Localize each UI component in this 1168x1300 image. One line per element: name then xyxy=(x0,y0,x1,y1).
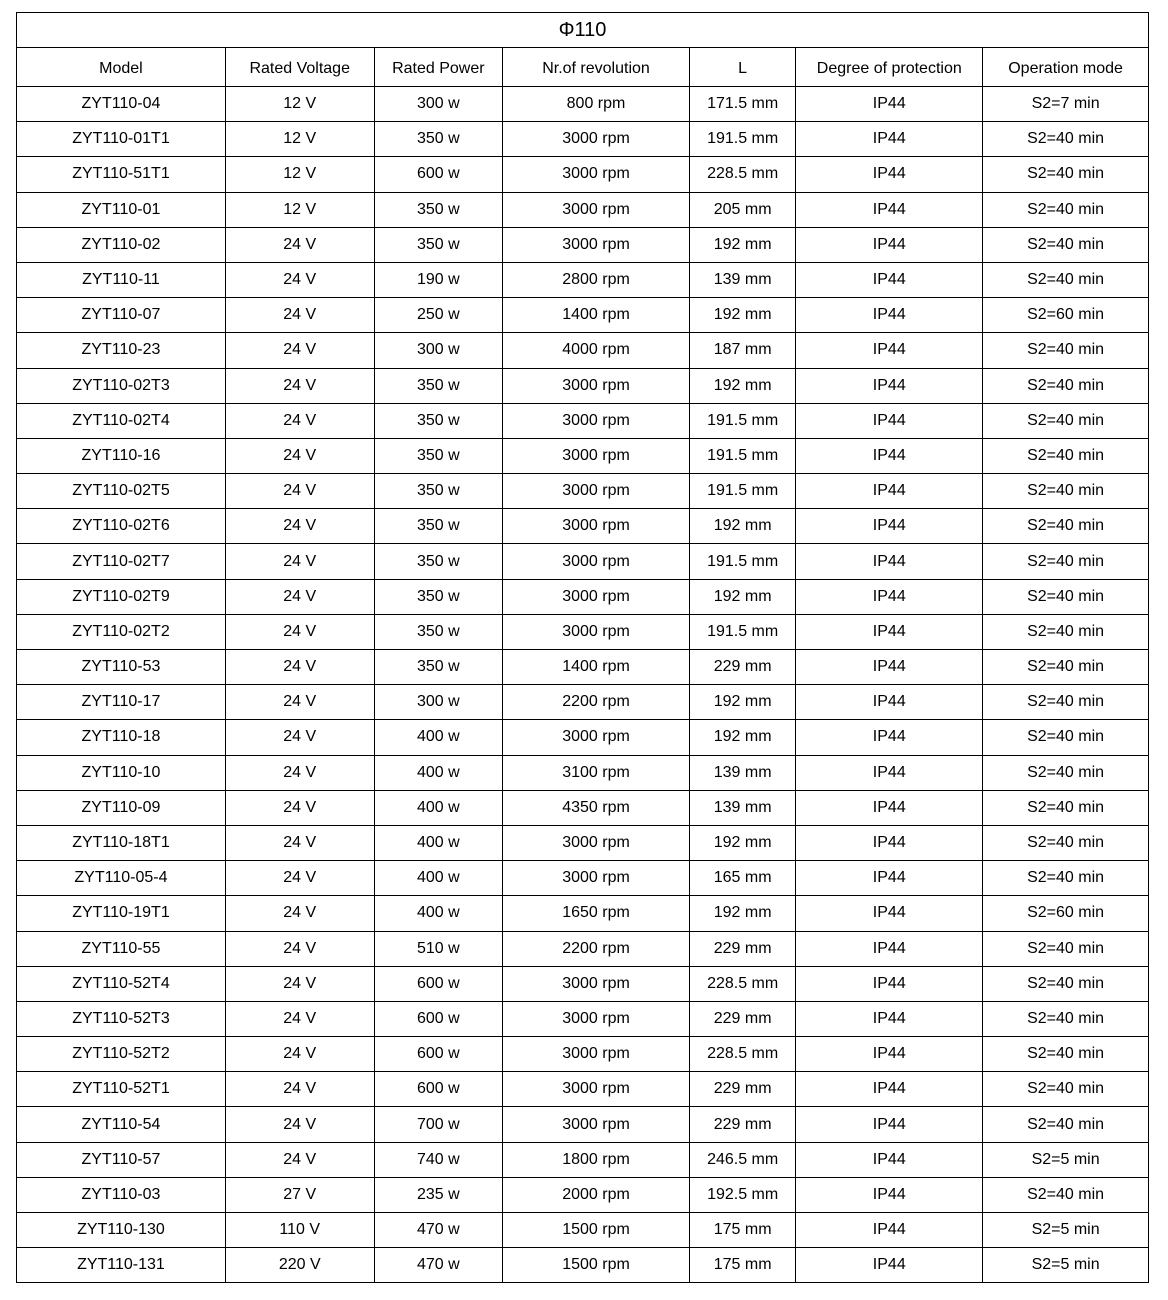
length-cell: 192.5 mm xyxy=(689,1177,795,1212)
protection-cell: IP44 xyxy=(796,333,983,368)
rated-voltage-cell: 24 V xyxy=(225,790,374,825)
table-row xyxy=(17,931,1149,966)
rated-power-cell: 300 w xyxy=(374,87,503,122)
length-cell: 171.5 mm xyxy=(689,87,795,122)
table-row xyxy=(17,544,1149,579)
length-cell: 228.5 mm xyxy=(689,157,795,192)
table-row xyxy=(17,650,1149,685)
protection-cell: IP44 xyxy=(796,720,983,755)
length-cell: 192 mm xyxy=(689,298,795,333)
rated-voltage-cell: 24 V xyxy=(225,298,374,333)
length-cell: 205 mm xyxy=(689,192,795,227)
column-header-rated-power: Rated Power xyxy=(374,48,503,87)
operation-mode-cell: S2=40 min xyxy=(983,755,1149,790)
table-row xyxy=(17,403,1149,438)
revolution-cell: 3000 rpm xyxy=(503,509,690,544)
revolution-cell: 4350 rpm xyxy=(503,790,690,825)
protection-cell: IP44 xyxy=(796,509,983,544)
model-cell: ZYT110-02T6 xyxy=(17,509,226,544)
operation-mode-cell: S2=60 min xyxy=(983,896,1149,931)
rated-power-cell: 400 w xyxy=(374,755,503,790)
operation-mode-cell: S2=40 min xyxy=(983,685,1149,720)
rated-power-cell: 600 w xyxy=(374,1072,503,1107)
column-header-operation-mode: Operation mode xyxy=(983,48,1149,87)
revolution-cell: 4000 rpm xyxy=(503,333,690,368)
protection-cell: IP44 xyxy=(796,1248,983,1283)
model-cell: ZYT110-55 xyxy=(17,931,226,966)
revolution-cell: 2200 rpm xyxy=(503,685,690,720)
rated-power-cell: 400 w xyxy=(374,861,503,896)
operation-mode-cell: S2=40 min xyxy=(983,966,1149,1001)
rated-voltage-cell: 24 V xyxy=(225,438,374,473)
table-row xyxy=(17,1037,1149,1072)
model-cell: ZYT110-02T2 xyxy=(17,614,226,649)
protection-cell: IP44 xyxy=(796,1001,983,1036)
model-cell: ZYT110-130 xyxy=(17,1213,226,1248)
table-row xyxy=(17,262,1149,297)
operation-mode-cell: S2=40 min xyxy=(983,720,1149,755)
protection-cell: IP44 xyxy=(796,650,983,685)
protection-cell: IP44 xyxy=(796,403,983,438)
rated-power-cell: 350 w xyxy=(374,368,503,403)
revolution-cell: 3000 rpm xyxy=(503,1107,690,1142)
protection-cell: IP44 xyxy=(796,1177,983,1212)
rated-power-cell: 470 w xyxy=(374,1248,503,1283)
protection-cell: IP44 xyxy=(796,1072,983,1107)
table-row xyxy=(17,474,1149,509)
revolution-cell: 3000 rpm xyxy=(503,614,690,649)
operation-mode-cell: S2=40 min xyxy=(983,403,1149,438)
table-body xyxy=(17,87,1149,1283)
rated-voltage-cell: 24 V xyxy=(225,755,374,790)
length-cell: 229 mm xyxy=(689,1072,795,1107)
length-cell: 191.5 mm xyxy=(689,474,795,509)
model-cell: ZYT110-07 xyxy=(17,298,226,333)
length-cell: 191.5 mm xyxy=(689,122,795,157)
model-cell: ZYT110-02T9 xyxy=(17,579,226,614)
table-row xyxy=(17,368,1149,403)
operation-mode-cell: S2=40 min xyxy=(983,474,1149,509)
rated-voltage-cell: 27 V xyxy=(225,1177,374,1212)
table-row xyxy=(17,157,1149,192)
length-cell: 175 mm xyxy=(689,1213,795,1248)
operation-mode-cell: S2=40 min xyxy=(983,509,1149,544)
operation-mode-cell: S2=40 min xyxy=(983,333,1149,368)
rated-power-cell: 350 w xyxy=(374,403,503,438)
protection-cell: IP44 xyxy=(796,825,983,860)
rated-power-cell: 350 w xyxy=(374,438,503,473)
rated-power-cell: 300 w xyxy=(374,333,503,368)
rated-power-cell: 300 w xyxy=(374,685,503,720)
model-cell: ZYT110-52T4 xyxy=(17,966,226,1001)
model-cell: ZYT110-54 xyxy=(17,1107,226,1142)
length-cell: 192 mm xyxy=(689,368,795,403)
revolution-cell: 1650 rpm xyxy=(503,896,690,931)
model-cell: ZYT110-03 xyxy=(17,1177,226,1212)
header-row xyxy=(17,48,1149,87)
revolution-cell: 3000 rpm xyxy=(503,579,690,614)
length-cell: 191.5 mm xyxy=(689,544,795,579)
length-cell: 191.5 mm xyxy=(689,403,795,438)
rated-power-cell: 600 w xyxy=(374,1001,503,1036)
model-cell: ZYT110-02T7 xyxy=(17,544,226,579)
rated-voltage-cell: 24 V xyxy=(225,720,374,755)
operation-mode-cell: S2=40 min xyxy=(983,1001,1149,1036)
model-cell: ZYT110-18T1 xyxy=(17,825,226,860)
rated-power-cell: 350 w xyxy=(374,474,503,509)
model-cell: ZYT110-01 xyxy=(17,192,226,227)
length-cell: 187 mm xyxy=(689,333,795,368)
rated-power-cell: 600 w xyxy=(374,966,503,1001)
revolution-cell: 2200 rpm xyxy=(503,931,690,966)
table-row xyxy=(17,825,1149,860)
operation-mode-cell: S2=40 min xyxy=(983,227,1149,262)
model-cell: ZYT110-23 xyxy=(17,333,226,368)
rated-voltage-cell: 110 V xyxy=(225,1213,374,1248)
column-header-revolution: Nr.of revolution xyxy=(503,48,690,87)
table-row xyxy=(17,122,1149,157)
rated-power-cell: 350 w xyxy=(374,544,503,579)
length-cell: 165 mm xyxy=(689,861,795,896)
rated-power-cell: 510 w xyxy=(374,931,503,966)
revolution-cell: 3000 rpm xyxy=(503,403,690,438)
table-row xyxy=(17,298,1149,333)
table-row xyxy=(17,720,1149,755)
table-head xyxy=(17,13,1149,87)
rated-voltage-cell: 12 V xyxy=(225,87,374,122)
rated-voltage-cell: 12 V xyxy=(225,122,374,157)
protection-cell: IP44 xyxy=(796,192,983,227)
model-cell: ZYT110-01T1 xyxy=(17,122,226,157)
length-cell: 246.5 mm xyxy=(689,1142,795,1177)
rated-voltage-cell: 24 V xyxy=(225,1037,374,1072)
rated-voltage-cell: 24 V xyxy=(225,825,374,860)
rated-power-cell: 600 w xyxy=(374,1037,503,1072)
rated-voltage-cell: 24 V xyxy=(225,509,374,544)
operation-mode-cell: S2=40 min xyxy=(983,192,1149,227)
protection-cell: IP44 xyxy=(796,685,983,720)
table-row xyxy=(17,1177,1149,1212)
protection-cell: IP44 xyxy=(796,755,983,790)
table-row xyxy=(17,579,1149,614)
protection-cell: IP44 xyxy=(796,614,983,649)
model-cell: ZYT110-16 xyxy=(17,438,226,473)
length-cell: 139 mm xyxy=(689,262,795,297)
table-row xyxy=(17,1213,1149,1248)
rated-voltage-cell: 220 V xyxy=(225,1248,374,1283)
rated-voltage-cell: 24 V xyxy=(225,1001,374,1036)
table-row xyxy=(17,614,1149,649)
spec-table xyxy=(16,12,1149,1283)
rated-power-cell: 740 w xyxy=(374,1142,503,1177)
revolution-cell: 3000 rpm xyxy=(503,368,690,403)
rated-voltage-cell: 24 V xyxy=(225,614,374,649)
revolution-cell: 3000 rpm xyxy=(503,861,690,896)
model-cell: ZYT110-11 xyxy=(17,262,226,297)
rated-power-cell: 250 w xyxy=(374,298,503,333)
operation-mode-cell: S2=7 min xyxy=(983,87,1149,122)
column-header-rated-voltage: Rated Voltage xyxy=(225,48,374,87)
operation-mode-cell: S2=40 min xyxy=(983,122,1149,157)
rated-power-cell: 350 w xyxy=(374,650,503,685)
length-cell: 191.5 mm xyxy=(689,614,795,649)
revolution-cell: 1400 rpm xyxy=(503,650,690,685)
operation-mode-cell: S2=40 min xyxy=(983,1037,1149,1072)
protection-cell: IP44 xyxy=(796,861,983,896)
protection-cell: IP44 xyxy=(796,474,983,509)
protection-cell: IP44 xyxy=(796,298,983,333)
column-header-protection: Degree of protection xyxy=(796,48,983,87)
rated-power-cell: 400 w xyxy=(374,896,503,931)
operation-mode-cell: S2=5 min xyxy=(983,1213,1149,1248)
rated-voltage-cell: 24 V xyxy=(225,403,374,438)
revolution-cell: 3000 rpm xyxy=(503,192,690,227)
model-cell: ZYT110-131 xyxy=(17,1248,226,1283)
table-row xyxy=(17,896,1149,931)
revolution-cell: 3100 rpm xyxy=(503,755,690,790)
model-cell: ZYT110-09 xyxy=(17,790,226,825)
revolution-cell: 1500 rpm xyxy=(503,1213,690,1248)
table-row xyxy=(17,227,1149,262)
rated-voltage-cell: 24 V xyxy=(225,1142,374,1177)
protection-cell: IP44 xyxy=(796,87,983,122)
protection-cell: IP44 xyxy=(796,1142,983,1177)
length-cell: 192 mm xyxy=(689,896,795,931)
table-row xyxy=(17,861,1149,896)
length-cell: 192 mm xyxy=(689,720,795,755)
model-cell: ZYT110-04 xyxy=(17,87,226,122)
table-row xyxy=(17,1001,1149,1036)
revolution-cell: 1400 rpm xyxy=(503,298,690,333)
model-cell: ZYT110-18 xyxy=(17,720,226,755)
operation-mode-cell: S2=60 min xyxy=(983,298,1149,333)
protection-cell: IP44 xyxy=(796,579,983,614)
operation-mode-cell: S2=5 min xyxy=(983,1142,1149,1177)
rated-power-cell: 350 w xyxy=(374,579,503,614)
length-cell: 192 mm xyxy=(689,227,795,262)
rated-voltage-cell: 24 V xyxy=(225,685,374,720)
revolution-cell: 3000 rpm xyxy=(503,720,690,755)
operation-mode-cell: S2=40 min xyxy=(983,1177,1149,1212)
revolution-cell: 3000 rpm xyxy=(503,474,690,509)
revolution-cell: 1500 rpm xyxy=(503,1248,690,1283)
table-row xyxy=(17,1107,1149,1142)
length-cell: 229 mm xyxy=(689,931,795,966)
model-cell: ZYT110-19T1 xyxy=(17,896,226,931)
rated-power-cell: 470 w xyxy=(374,1213,503,1248)
length-cell: 139 mm xyxy=(689,790,795,825)
rated-power-cell: 700 w xyxy=(374,1107,503,1142)
table-row xyxy=(17,192,1149,227)
rated-voltage-cell: 12 V xyxy=(225,157,374,192)
length-cell: 228.5 mm xyxy=(689,1037,795,1072)
protection-cell: IP44 xyxy=(796,896,983,931)
length-cell: 192 mm xyxy=(689,825,795,860)
revolution-cell: 3000 rpm xyxy=(503,1001,690,1036)
protection-cell: IP44 xyxy=(796,122,983,157)
operation-mode-cell: S2=40 min xyxy=(983,931,1149,966)
protection-cell: IP44 xyxy=(796,368,983,403)
rated-power-cell: 400 w xyxy=(374,790,503,825)
rated-power-cell: 350 w xyxy=(374,509,503,544)
rated-voltage-cell: 24 V xyxy=(225,474,374,509)
length-cell: 192 mm xyxy=(689,509,795,544)
table-row xyxy=(17,966,1149,1001)
model-cell: ZYT110-52T3 xyxy=(17,1001,226,1036)
protection-cell: IP44 xyxy=(796,544,983,579)
column-header-model: Model xyxy=(17,48,226,87)
protection-cell: IP44 xyxy=(796,966,983,1001)
length-cell: 229 mm xyxy=(689,1001,795,1036)
table-row xyxy=(17,755,1149,790)
length-cell: 229 mm xyxy=(689,650,795,685)
operation-mode-cell: S2=40 min xyxy=(983,650,1149,685)
revolution-cell: 3000 rpm xyxy=(503,966,690,1001)
rated-power-cell: 235 w xyxy=(374,1177,503,1212)
model-cell: ZYT110-02T3 xyxy=(17,368,226,403)
length-cell: 192 mm xyxy=(689,685,795,720)
rated-voltage-cell: 24 V xyxy=(225,861,374,896)
operation-mode-cell: S2=40 min xyxy=(983,861,1149,896)
model-cell: ZYT110-57 xyxy=(17,1142,226,1177)
rated-voltage-cell: 24 V xyxy=(225,227,374,262)
operation-mode-cell: S2=40 min xyxy=(983,790,1149,825)
revolution-cell: 3000 rpm xyxy=(503,544,690,579)
operation-mode-cell: S2=40 min xyxy=(983,438,1149,473)
revolution-cell: 3000 rpm xyxy=(503,1037,690,1072)
rated-voltage-cell: 24 V xyxy=(225,333,374,368)
revolution-cell: 2800 rpm xyxy=(503,262,690,297)
model-cell: ZYT110-52T2 xyxy=(17,1037,226,1072)
protection-cell: IP44 xyxy=(796,227,983,262)
revolution-cell: 3000 rpm xyxy=(503,438,690,473)
rated-power-cell: 600 w xyxy=(374,157,503,192)
operation-mode-cell: S2=40 min xyxy=(983,157,1149,192)
rated-voltage-cell: 24 V xyxy=(225,966,374,1001)
table-row xyxy=(17,1142,1149,1177)
table-row xyxy=(17,87,1149,122)
table-title: Φ110 xyxy=(17,13,1149,48)
length-cell: 191.5 mm xyxy=(689,438,795,473)
model-cell: ZYT110-02T5 xyxy=(17,474,226,509)
length-cell: 192 mm xyxy=(689,579,795,614)
revolution-cell: 800 rpm xyxy=(503,87,690,122)
model-cell: ZYT110-53 xyxy=(17,650,226,685)
rated-voltage-cell: 24 V xyxy=(225,1072,374,1107)
table-row xyxy=(17,438,1149,473)
table-row xyxy=(17,1248,1149,1283)
protection-cell: IP44 xyxy=(796,157,983,192)
length-cell: 139 mm xyxy=(689,755,795,790)
rated-power-cell: 190 w xyxy=(374,262,503,297)
rated-power-cell: 400 w xyxy=(374,720,503,755)
protection-cell: IP44 xyxy=(796,262,983,297)
table-row xyxy=(17,333,1149,368)
model-cell: ZYT110-17 xyxy=(17,685,226,720)
revolution-cell: 3000 rpm xyxy=(503,1072,690,1107)
rated-voltage-cell: 24 V xyxy=(225,896,374,931)
operation-mode-cell: S2=40 min xyxy=(983,1107,1149,1142)
protection-cell: IP44 xyxy=(796,1037,983,1072)
model-cell: ZYT110-02 xyxy=(17,227,226,262)
revolution-cell: 3000 rpm xyxy=(503,122,690,157)
model-cell: ZYT110-51T1 xyxy=(17,157,226,192)
operation-mode-cell: S2=5 min xyxy=(983,1248,1149,1283)
rated-power-cell: 350 w xyxy=(374,227,503,262)
revolution-cell: 3000 rpm xyxy=(503,157,690,192)
length-cell: 228.5 mm xyxy=(689,966,795,1001)
rated-voltage-cell: 12 V xyxy=(225,192,374,227)
model-cell: ZYT110-05-4 xyxy=(17,861,226,896)
rated-voltage-cell: 24 V xyxy=(225,579,374,614)
rated-voltage-cell: 24 V xyxy=(225,368,374,403)
model-cell: ZYT110-10 xyxy=(17,755,226,790)
length-cell: 175 mm xyxy=(689,1248,795,1283)
operation-mode-cell: S2=40 min xyxy=(983,579,1149,614)
operation-mode-cell: S2=40 min xyxy=(983,368,1149,403)
rated-power-cell: 350 w xyxy=(374,122,503,157)
rated-power-cell: 350 w xyxy=(374,192,503,227)
title-row xyxy=(17,13,1149,48)
table-row xyxy=(17,1072,1149,1107)
operation-mode-cell: S2=40 min xyxy=(983,825,1149,860)
rated-power-cell: 400 w xyxy=(374,825,503,860)
operation-mode-cell: S2=40 min xyxy=(983,544,1149,579)
model-cell: ZYT110-02T4 xyxy=(17,403,226,438)
operation-mode-cell: S2=40 min xyxy=(983,262,1149,297)
table-row xyxy=(17,790,1149,825)
rated-power-cell: 350 w xyxy=(374,614,503,649)
protection-cell: IP44 xyxy=(796,438,983,473)
operation-mode-cell: S2=40 min xyxy=(983,614,1149,649)
protection-cell: IP44 xyxy=(796,790,983,825)
column-header-length: L xyxy=(689,48,795,87)
revolution-cell: 3000 rpm xyxy=(503,825,690,860)
protection-cell: IP44 xyxy=(796,1107,983,1142)
revolution-cell: 2000 rpm xyxy=(503,1177,690,1212)
model-cell: ZYT110-52T1 xyxy=(17,1072,226,1107)
revolution-cell: 3000 rpm xyxy=(503,227,690,262)
table-row xyxy=(17,509,1149,544)
rated-voltage-cell: 24 V xyxy=(225,931,374,966)
length-cell: 229 mm xyxy=(689,1107,795,1142)
revolution-cell: 1800 rpm xyxy=(503,1142,690,1177)
rated-voltage-cell: 24 V xyxy=(225,650,374,685)
rated-voltage-cell: 24 V xyxy=(225,1107,374,1142)
protection-cell: IP44 xyxy=(796,931,983,966)
rated-voltage-cell: 24 V xyxy=(225,262,374,297)
operation-mode-cell: S2=40 min xyxy=(983,1072,1149,1107)
rated-voltage-cell: 24 V xyxy=(225,544,374,579)
protection-cell: IP44 xyxy=(796,1213,983,1248)
table-row xyxy=(17,685,1149,720)
